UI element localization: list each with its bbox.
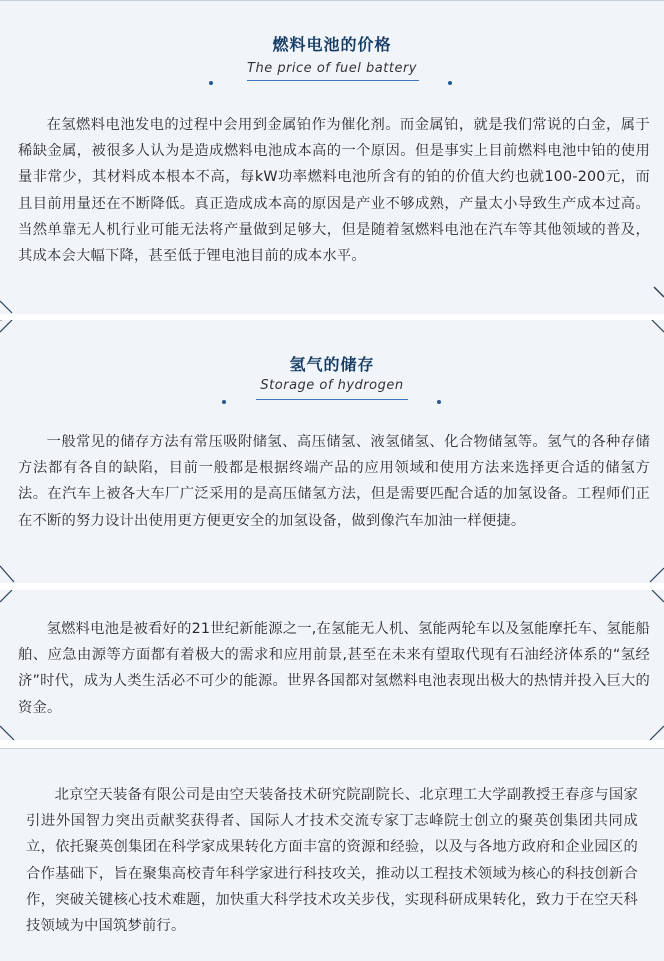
dot-left [222, 400, 226, 404]
section-hydrogen-storage [0, 320, 664, 583]
section-body: 氢燃料电池是被看好的21世纪新能源之一,在氢能无人机、氢能两轮车以及氢能摩托车、氢能船舶、应急由源等方面都有着极大的需求和应用前景,甚至在未来有望取代现有石油经济体系的“氢经济”时代，成为人类生活必不可少的能源。世界各国都对氢燃料电池表现出极大的热情并投入巨大的资金。 [18, 621, 650, 716]
section-body: 一般常见的储存方法有常压吸附储氢、高压储氢、液氢储氢、化合物储氢等。氢气的各种存储方法都有各自的缺陷，目前一般都是根据终端产品的应用领域和使用方法来选择更合适的储氢方法。在汽车上被各大车厂广泛采用的是高压储氢方法，但是需要匹配合适的加氢设备。工程师们正在不断的努力设计出使用更方便更安全的加氢设备，做到像汽车加油一样便捷。 [18, 434, 650, 529]
section-fuel-battery-price [0, 0, 664, 314]
section-body: 在氢燃料电池发电的过程中会用到金属铂作为催化剂。而金属铂，就是我们常说的白金，属于稀缺金属，被很多人认为是造成燃料电池成本高的一个原因。但是事实上目前燃料电池中铂的使用量非常少，其材料成本根本不高，每kW功率燃料电池所含有的铂的价值大约也就100-200元，而且目前用量还在不断降低。真正造成成本高的原因是产业不够成熟，产量太小导致生产成本过高。当然单靠无人机行业可能无法将产量做到足够大，但是随着氢燃料电池在汽车等其他领域的普及，其成本会大幅下降，甚至低于锂电池目前的成本水平。 [18, 117, 650, 265]
dot-right [448, 81, 452, 85]
section-company-intro [0, 748, 664, 961]
section-hydrogen-outlook [0, 590, 664, 740]
section-subtitle: The price of fuel battery [247, 61, 417, 76]
dot-left [209, 81, 213, 85]
title-underline [247, 80, 419, 81]
section-subtitle: Storage of hydrogen [260, 378, 404, 393]
section-title: 燃料电池的价格 [272, 35, 392, 54]
title-underline [256, 399, 408, 400]
section-body: 北京空天装备有限公司是由空天装备技术研究院副院长、北京理工大学副教授王春彦与国家引进外国智力突出贡献奖获得者、国际人才技术交流专家丁志峰院士创立的聚英创集团共同成立，依托聚英创集团在科学家成果转化方面丰富的资源和经验，以及与各地方政府和企业园区的合作基础下，旨在聚集高校青年科学家进行科技攻关，推动以工程技术领域为核心的科技创新合作，突破关键核心技术难题，加快重大科学技术攻关步伐，实现科研成果转化，致力于在空天科技领域为中国筑梦前行。 [26, 787, 638, 935]
section-title: 氢气的储存 [289, 355, 375, 374]
dot-right [437, 400, 441, 404]
